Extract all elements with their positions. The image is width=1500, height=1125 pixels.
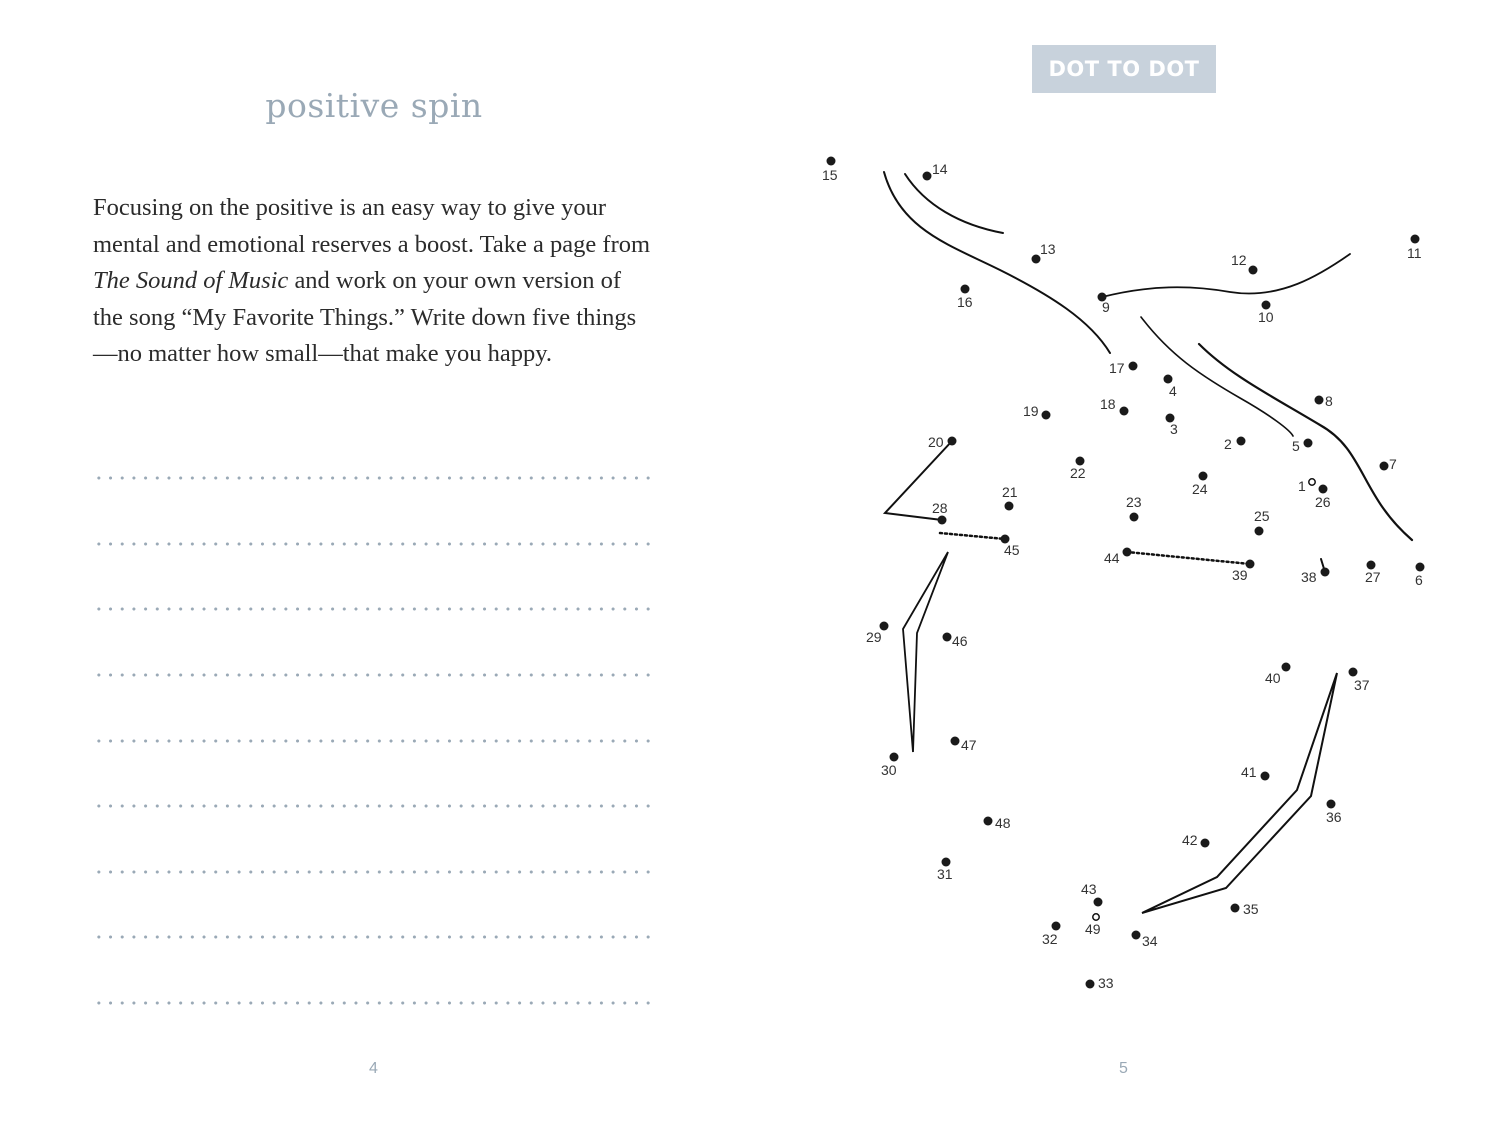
dot-34[interactable]	[1132, 931, 1141, 940]
dot-18[interactable]	[1120, 407, 1129, 416]
dot-label-5: 5	[1292, 438, 1300, 454]
dot-16[interactable]	[961, 285, 970, 294]
page-number-right: 5	[1119, 1060, 1128, 1077]
dot-label-6: 6	[1415, 572, 1423, 588]
dot-label-33: 33	[1098, 975, 1114, 991]
dot-36[interactable]	[1327, 800, 1336, 809]
dot-label-21: 21	[1002, 484, 1018, 500]
dot-label-41: 41	[1241, 764, 1257, 780]
dot-label-43: 43	[1081, 881, 1097, 897]
page-title: positive spin	[265, 86, 483, 125]
prompt-text-start: Focusing on the positive is an easy way to give your mental and emotional reserves a boost. Take a page from	[93, 194, 651, 258]
dot-38[interactable]	[1321, 568, 1330, 577]
dot-40[interactable]	[1282, 663, 1291, 672]
dot-label-15: 15	[822, 167, 838, 183]
dot-label-48: 48	[995, 815, 1011, 831]
dot-label-2: 2	[1224, 436, 1232, 452]
dot-label-36: 36	[1326, 809, 1342, 825]
dot-label-40: 40	[1265, 670, 1281, 686]
dot-2[interactable]	[1237, 437, 1246, 446]
dot-11[interactable]	[1411, 235, 1420, 244]
dot-43[interactable]	[1094, 898, 1103, 907]
dot-42[interactable]	[1201, 839, 1210, 848]
dot-1[interactable]	[1309, 479, 1315, 485]
dot-25[interactable]	[1255, 527, 1264, 536]
dot-label-47: 47	[961, 737, 977, 753]
dot-33[interactable]	[1086, 980, 1095, 989]
dot-26[interactable]	[1319, 485, 1328, 494]
dot-label-22: 22	[1070, 465, 1086, 481]
dot-15[interactable]	[827, 157, 836, 166]
dot-label-7: 7	[1389, 456, 1397, 472]
dot-label-9: 9	[1102, 299, 1110, 315]
dot-32[interactable]	[1052, 922, 1061, 931]
dot-label-44: 44	[1104, 550, 1120, 566]
dot-label-13: 13	[1040, 241, 1056, 257]
dot-label-1: 1	[1298, 478, 1306, 494]
dot-label-29: 29	[866, 629, 882, 645]
dot-label-45: 45	[1004, 542, 1020, 558]
dot-label-19: 19	[1023, 403, 1039, 419]
dot-label-24: 24	[1192, 481, 1208, 497]
dot-21[interactable]	[1005, 502, 1014, 511]
dot-group[interactable]	[822, 157, 1425, 992]
dot-label-37: 37	[1354, 677, 1370, 693]
dot-label-49: 49	[1085, 921, 1101, 937]
dot-12[interactable]	[1249, 266, 1258, 275]
dot-48[interactable]	[984, 817, 993, 826]
section-badge: DOT TO DOT	[1032, 45, 1216, 93]
dot-label-39: 39	[1232, 567, 1248, 583]
dot-label-32: 32	[1042, 931, 1058, 947]
dot-47[interactable]	[951, 737, 960, 746]
dot-label-30: 30	[881, 762, 897, 778]
dot-label-23: 23	[1126, 494, 1142, 510]
dot-35[interactable]	[1231, 904, 1240, 913]
dot-5[interactable]	[1304, 439, 1313, 448]
dot-24[interactable]	[1199, 472, 1208, 481]
dot-label-27: 27	[1365, 569, 1381, 585]
dot-label-25: 25	[1254, 508, 1270, 524]
dot-44[interactable]	[1123, 548, 1132, 557]
dot-label-34: 34	[1142, 933, 1158, 949]
dot-label-3: 3	[1170, 421, 1178, 437]
dot-41[interactable]	[1261, 772, 1270, 781]
page-number-left: 4	[369, 1060, 378, 1077]
dot-label-26: 26	[1315, 494, 1331, 510]
dot-label-4: 4	[1169, 383, 1177, 399]
dot-label-35: 35	[1243, 901, 1259, 917]
dot-label-28: 28	[932, 500, 948, 516]
dot-label-42: 42	[1182, 832, 1198, 848]
dot-label-14: 14	[932, 161, 948, 177]
dot-label-8: 8	[1325, 393, 1333, 409]
dot-46[interactable]	[943, 633, 952, 642]
dot-14[interactable]	[923, 172, 932, 181]
dot-label-20: 20	[928, 434, 944, 450]
dot-label-16: 16	[957, 294, 973, 310]
dot-label-18: 18	[1100, 396, 1116, 412]
dot-17[interactable]	[1129, 362, 1138, 371]
dot-label-46: 46	[952, 633, 968, 649]
dot-label-10: 10	[1258, 309, 1274, 325]
dot-7[interactable]	[1380, 462, 1389, 471]
dot-label-17: 17	[1109, 360, 1125, 376]
dot-8[interactable]	[1315, 396, 1324, 405]
dot-label-11: 11	[1407, 245, 1422, 261]
dot-37[interactable]	[1349, 668, 1358, 677]
dot-49[interactable]	[1093, 914, 1099, 920]
dot-28[interactable]	[938, 516, 947, 525]
dot-23[interactable]	[1130, 513, 1139, 522]
prompt-text-title: The Sound of Music	[93, 267, 289, 295]
dot-6[interactable]	[1416, 563, 1425, 572]
dot-20[interactable]	[948, 437, 957, 446]
dot-19[interactable]	[1042, 411, 1051, 420]
dot-label-31: 31	[937, 866, 953, 882]
dot-label-12: 12	[1231, 252, 1247, 268]
dot-label-38: 38	[1301, 569, 1317, 585]
prompt-text-end: and work on your own version of the song “My Favorite Things.” Write down five things—no matter how small—that make you happy.	[93, 267, 637, 368]
dot-30[interactable]	[890, 753, 899, 762]
